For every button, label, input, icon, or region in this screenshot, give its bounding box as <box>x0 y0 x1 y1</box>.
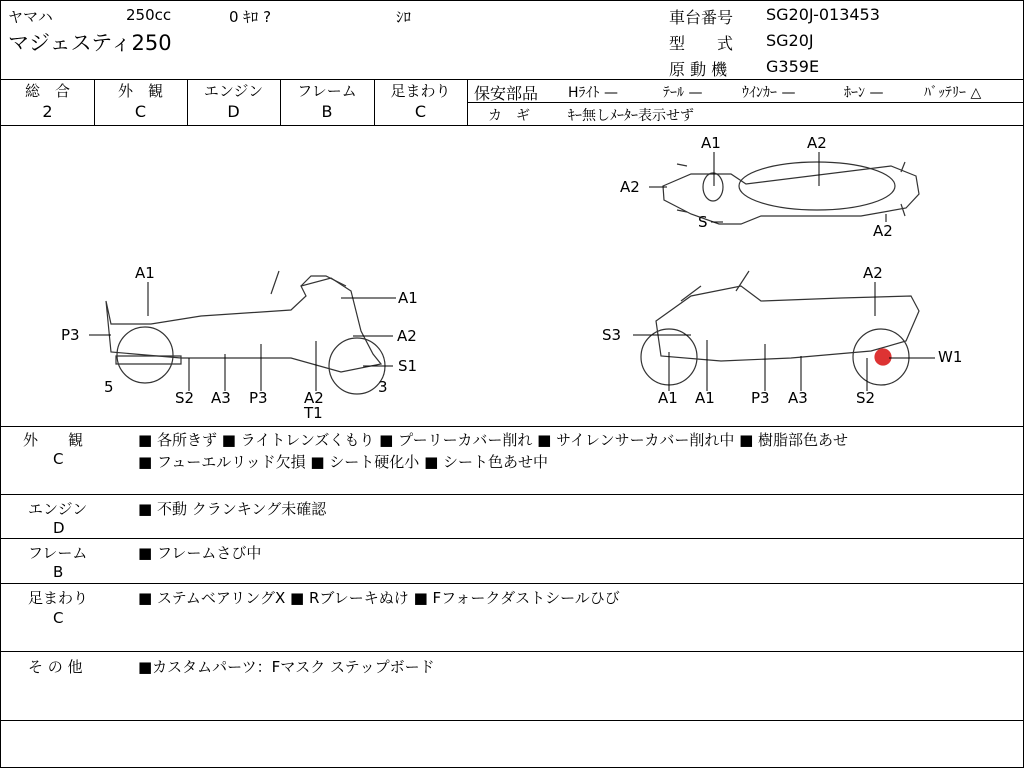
safety-winker: ｳｲﾝｶｰ — <box>742 85 796 101</box>
maker: ヤマハ <box>8 8 53 26</box>
callout-right-a1: A1 <box>658 389 678 407</box>
callout-left-t1: T1 <box>304 404 323 422</box>
note-line-exterior-2: ■ フューエルリッド欠損 ■ シート硬化小 ■ シート色あせ中 <box>138 453 549 471</box>
engine-rating-value: D <box>227 102 240 121</box>
suspension-rating-value: C <box>414 102 427 121</box>
total-label: 総 合 <box>24 82 70 100</box>
displacement: 250cc <box>126 6 172 24</box>
callout-left-a2: A2 <box>397 327 417 345</box>
callout-left-a1-front: A1 <box>398 289 418 307</box>
callout-right-p3: P3 <box>751 389 770 407</box>
note-grade-engine: D <box>53 519 65 537</box>
divider <box>1 583 1023 584</box>
scooter-right-view <box>641 271 919 385</box>
callout-left-3: 3 <box>378 378 388 396</box>
callout-left-5: 5 <box>104 378 114 396</box>
callout-top-s: S <box>698 213 708 231</box>
frame-no-label: 車台番号 <box>669 8 734 27</box>
divider <box>1 651 1023 652</box>
note-line-frame-1: ■ フレームさび中 <box>138 544 262 562</box>
safety-battery: ﾊﾞｯﾃﾘｰ △ <box>924 85 982 101</box>
color: ｼﾛ <box>396 8 412 26</box>
note-line-engine-1: ■ 不動 クランキング未確認 <box>138 500 327 518</box>
mileage: 0 ｷﾛ ? <box>229 8 272 26</box>
engine-label: 原 動 機 <box>669 60 728 79</box>
callout-top-a2: A2 <box>807 134 827 152</box>
callout-left-p3-bottom: P3 <box>249 389 268 407</box>
frame-rating-label: フレーム <box>297 82 357 100</box>
callout-lines <box>89 152 935 391</box>
callout-top-a1: A1 <box>701 134 721 152</box>
model-name: マジェスティ250 <box>8 31 172 55</box>
callout-top-a2-left: A2 <box>620 178 640 196</box>
frame-rating-value: B <box>321 102 333 121</box>
callout-left-s2: S2 <box>175 389 195 407</box>
callout-left-a2-bottom: A2 <box>304 389 324 407</box>
key-label: カ ギ <box>488 108 530 124</box>
safety-title: 保安部品 <box>474 84 539 103</box>
note-line-exterior-1: ■ 各所きず ■ ライトレンズくもり ■ プーリーカバー削れ ■ サイレンサーカバー削れ中 ■ 樹脂部色あせ <box>138 431 849 449</box>
callout-right-a3: A3 <box>788 389 808 407</box>
callout-left-a3: A3 <box>211 389 231 407</box>
note-grade-frame: B <box>53 563 64 581</box>
exterior-value: C <box>134 102 147 121</box>
safety-tail: ﾃｰﾙ — <box>663 85 703 101</box>
note-grade-suspension: C <box>53 609 64 627</box>
safety-headlight: Hﾗｲﾄ — <box>568 85 618 101</box>
divider <box>1 494 1023 495</box>
note-line-suspension-1: ■ ステムベアリングX ■ Rブレーキぬけ ■ Fフォークダストシールひび <box>138 589 620 607</box>
note-grade-exterior: C <box>53 450 64 468</box>
note-line-other-1: ■カスタムパーツ：Fマスク ステップボード <box>138 658 435 676</box>
callout-right-s3: S3 <box>602 326 622 344</box>
note-label-engine: エンジン <box>28 500 88 518</box>
damage-diagram <box>1 126 1023 426</box>
diagram-callouts <box>61 134 962 422</box>
model-code: SG20J <box>766 31 814 50</box>
divider <box>1 538 1023 539</box>
total-value: 2 <box>42 102 53 121</box>
model-label: 型 式 <box>669 34 734 53</box>
callout-left-a1: A1 <box>135 264 155 282</box>
callout-right-w1: W1 <box>938 348 963 366</box>
suspension-rating-label: 足まわり <box>390 82 451 100</box>
engine-code: G359E <box>766 57 820 76</box>
callout-right-a2: A2 <box>863 264 883 282</box>
divider <box>467 79 468 125</box>
exterior-label: 外 観 <box>117 82 163 100</box>
engine-rating-label: エンジン <box>203 82 264 100</box>
safety-horn: ﾎｰﾝ — <box>844 85 884 101</box>
divider <box>1 720 1023 721</box>
note-label-frame: フレーム <box>28 544 88 562</box>
callout-top-a2-bottom: A2 <box>873 222 893 240</box>
callout-right-a1-b: A1 <box>695 389 715 407</box>
callout-left-p3: P3 <box>61 326 80 344</box>
note-label-other: そ の 他 <box>28 658 83 676</box>
frame-no: SG20J-013453 <box>766 5 880 24</box>
note-label-suspension: 足まわり <box>28 589 89 607</box>
note-label-exterior: 外 観 <box>23 431 84 449</box>
callout-right-s2: S2 <box>856 389 876 407</box>
key-value: ｷｰ無しﾒｰﾀｰ表示せず <box>568 108 694 124</box>
divider <box>1 426 1023 427</box>
callout-left-s1: S1 <box>398 357 418 375</box>
divider <box>467 102 1023 103</box>
